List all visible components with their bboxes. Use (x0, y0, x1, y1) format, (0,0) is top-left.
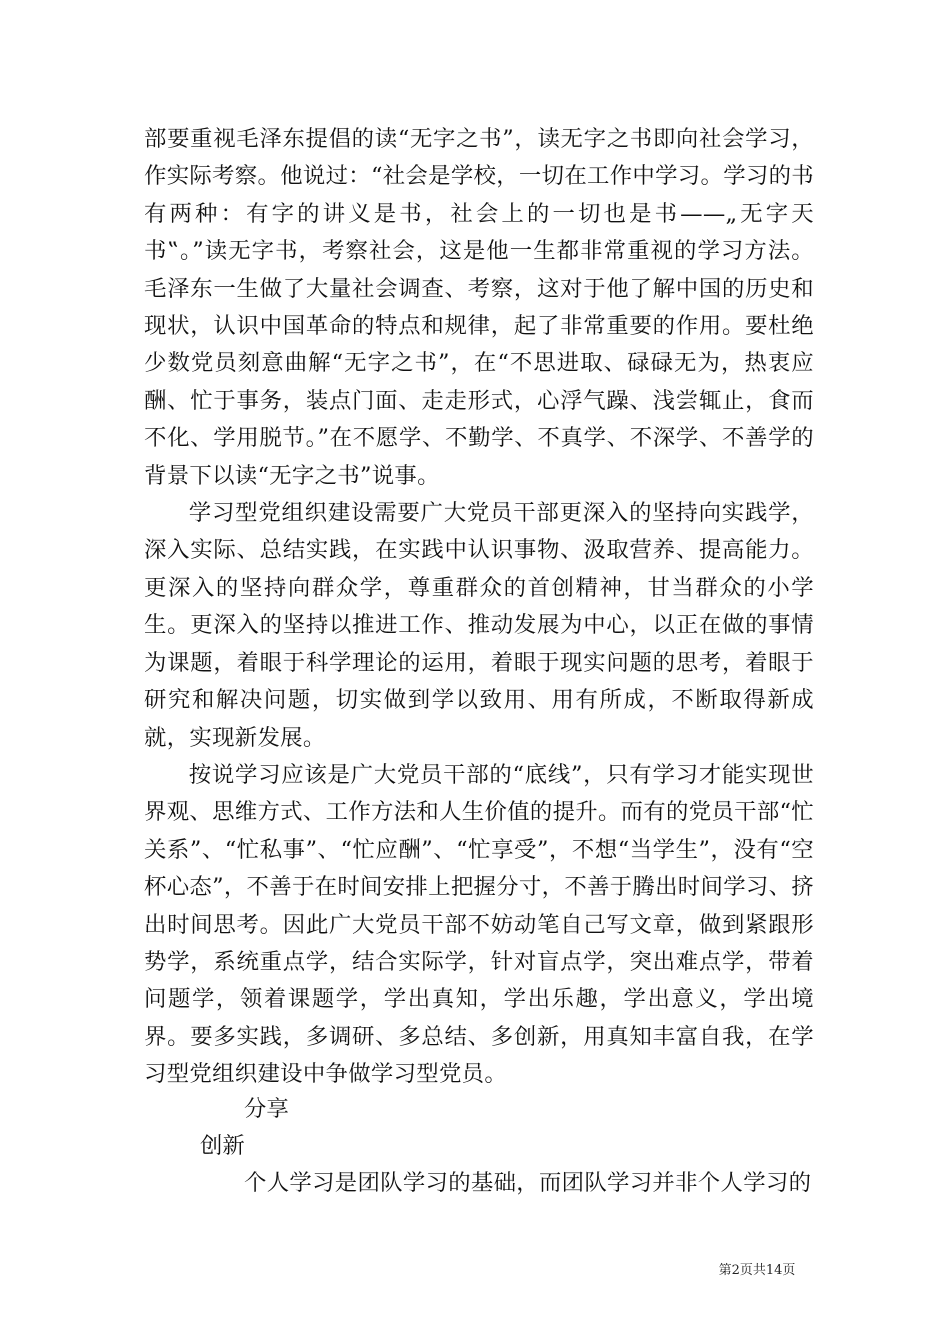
paragraph-2: 学习型党组织建设需要广大党员干部更深入的坚持向实践学，深入实际、总结实践，在实践中认识事物、汲取营养、提高能力。更深入的坚持向群众学，尊重群众的首创精神，甘当群众的小学生。更深入的坚持以推进工作、推动发展为中心，以正在做的事情为课题，着眼于科学理论的运用，着眼于现实问题的思考，着眼于研究和解决问题，切实做到学以致用、用有所成，不断取得新成就，实现新发展。 (144, 500, 814, 751)
label-share: 分享 (244, 1096, 289, 1122)
page-number: 第2页共14页 (718, 1263, 796, 1278)
paragraph-3: 按说学习应该是广大党员干部的“底线”，只有学习才能实现世界观、思维方式、工作方法和人生价值的提升。而有的党员干部“忙关系”、“忙私事”、“忙应酬”、“忙享受”，不想“当学生”，没有“空杯心态”，不善于在时间安排上把握分寸，不善于腾出时间学习、挤出时间思考。因此广大党员干部不妨动笔自己写文章，做到紧跟形势学，系统重点学，结合实际学，针对盲点学，突出难点学，带着问题学，领着课题学，学出真知，学出乐趣，学出意义，学出境界。要多实践，多调研、多总结、多创新，用真知丰富自我，在学习型党组织建设中争做学习型党员。 (144, 761, 814, 1088)
body-text (144, 121, 814, 1094)
label-innovation: 创新 (200, 1133, 245, 1159)
paragraph-1: 部要重视毛泽东提倡的读“无字之书”，读无字之书即向社会学习，作实际考察。他说过：“社会是学校，一切在工作中学习。学习的书有两种：有字的讲义是书，社会上的一切也是书——„无字天书‟。”读无字书，考察社会，这是他一生都非常重视的学习方法。毛泽东一生做了大量社会调查、考察，这对于他了解中国的历史和现状，认识中国革命的特点和规律，起了非常重要的作用。要杜绝少数党员刻意曲解“无字之书”，在“不思进取、碌碌无为，热衷应酬、忙于事务，装点门面、走走形式，心浮气躁、浅尝辄止，食而不化、学用脱节。”在不愿学、不勤学、不真学、不深学、不善学的背景下以读“无字之书”说事。 (144, 126, 814, 489)
paragraph-4-start: 个人学习是团队学习的基础，而团队学习并非个人学习的 (244, 1170, 812, 1196)
page-footer (0, 1262, 950, 1280)
